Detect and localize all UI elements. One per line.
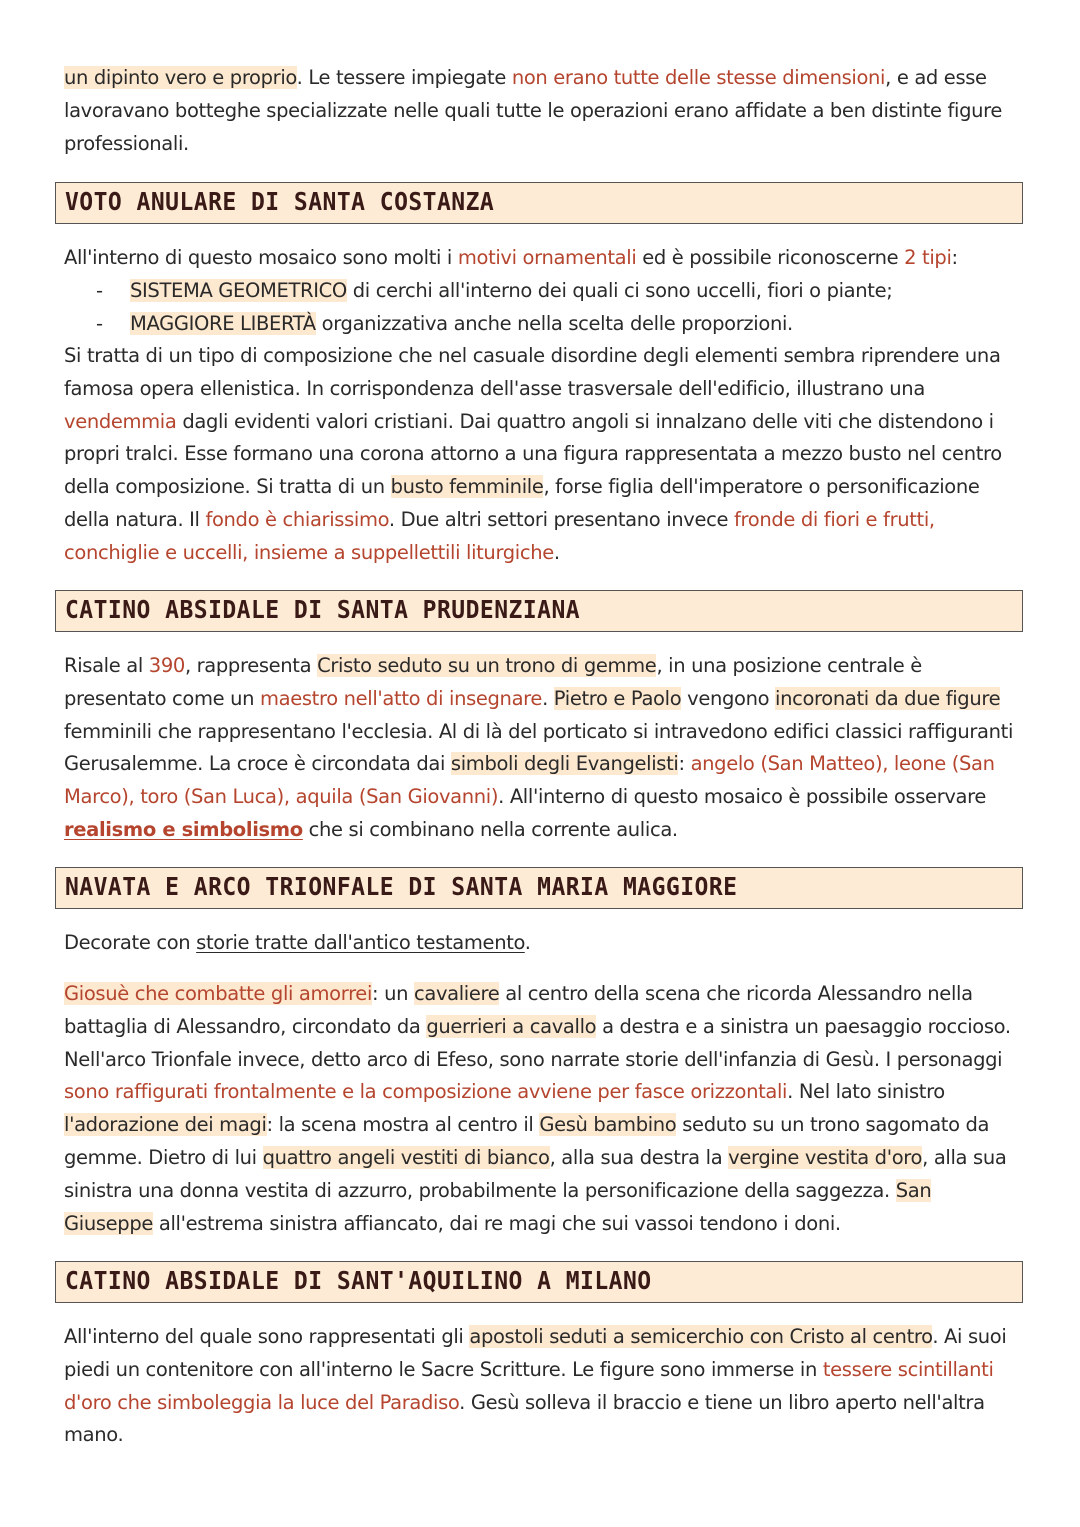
text: : la scena mostra al centro il (266, 1113, 540, 1137)
section-title: CATINO ABSIDALE DI SANTA PRUDENZIANA (65, 595, 581, 624)
emphasis: 2 tipi (904, 246, 952, 269)
highlight: un dipinto vero e proprio (64, 66, 297, 89)
text: , e ad esse lavoravano botteghe specializzate nelle quali tutte le operazioni erano affidate a ben distinte figure professionali. (64, 66, 1002, 155)
text: , forse figlia dell'imperatore o personificazione della natura. Il (64, 475, 980, 531)
costanza-bullet-list (96, 275, 996, 341)
highlight: cavaliere (413, 982, 500, 1005)
section-title: VOTO ANULARE DI SANTA COSTANZA (65, 187, 495, 216)
emphasis: non erano tutte delle stesse dimensioni (511, 66, 886, 89)
section-title: NAVATA E ARCO TRIONFALE DI SANTA MARIA MAGGIORE (65, 872, 738, 901)
section-header-maggiore (55, 867, 1023, 909)
text: di cerchi all'interno dei quali ci sono uccelli, fiori o piante; (346, 279, 893, 302)
emphasis: vendemmia (64, 409, 177, 433)
highlight: Gesù bambino (539, 1113, 677, 1137)
text: . (553, 540, 560, 564)
underlined-text: storie tratte dall'antico testamento (196, 931, 525, 954)
text: , in una posizione centrale è presentato come un (64, 654, 922, 710)
emphasis: motivi ornamentali (457, 246, 637, 269)
text: Risale al (64, 654, 149, 677)
text: All'interno del quale sono rappresentati gli (64, 1325, 470, 1348)
list-item (96, 275, 996, 308)
text: che si combinano nella corrente aulica. (302, 817, 678, 841)
prudenziana-body (64, 650, 1016, 847)
text: . Nel lato sinistro (787, 1080, 945, 1104)
text: femminili che rappresentano l'ecclesia. Al di là del porticato si intravedono edifici classici raffiguranti Gerusalemme. La croce è circondata dai (64, 719, 1014, 776)
highlight: simboli degli Evangelisti (450, 752, 679, 776)
maggiore-intro (64, 927, 1016, 960)
highlight: l'adorazione dei magi (64, 1113, 267, 1137)
text: organizzativa anche nella scelta delle proporzioni. (315, 311, 793, 335)
text: : un (372, 982, 414, 1005)
text: . (542, 686, 554, 710)
highlight: quattro angeli vestiti di bianco (262, 1145, 550, 1169)
emphasis: fronde di fiori e frutti, conchiglie e uccelli, insieme a suppellettili liturgiche (64, 507, 935, 564)
highlighted-emphasis: Giosuè che combatte gli amorrei (64, 982, 373, 1005)
text: al centro della scena che ricorda Alessandro nella battaglia di Alessandro, circondato da (64, 982, 973, 1038)
section-title: CATINO ABSIDALE DI SANT'AQUILINO A MILANO (65, 1266, 652, 1295)
text: . Le tessere impiegate (296, 66, 512, 89)
highlight: apostoli seduti a semicerchio con Cristo al centro (469, 1325, 933, 1348)
text: : (678, 752, 691, 776)
emphasis: 390 (148, 654, 185, 677)
text: dagli evidenti valori cristiani. Dai quattro angoli si innalzano delle viti che distendono i propri tralci. Esse formano una corona attorno a una figura rappresentata a mezzo busto nel centro della composizione. Si tratta di un (64, 409, 1002, 499)
aquilino-body (64, 1321, 1016, 1452)
underlined-emphasis: realismo e simbolismo (64, 817, 303, 841)
text: , alla sua destra la (549, 1145, 729, 1169)
list-item (96, 308, 996, 341)
highlight: San Giuseppe (64, 1178, 932, 1235)
highlight: MAGGIORE LIBERTÀ (130, 311, 316, 335)
emphasis: angelo (San Matteo), leone (San Marco), toro (San Luca), aquila (San Giovanni) (64, 752, 995, 809)
text: , alla sua sinistra una donna vestita di azzurro, probabilmente la personificazione della saggezza. (64, 1145, 1007, 1202)
costanza-body (64, 340, 1016, 570)
costanza-intro (64, 242, 1016, 275)
text: . (524, 931, 531, 954)
emphasis: tessere scintillanti d'oro che simboleggia la luce del Paradiso (64, 1357, 994, 1414)
section-header-prudenziana (55, 590, 1023, 632)
highlight: incoronati da due figure (775, 686, 1001, 710)
section-header-aquilino (55, 1261, 1023, 1303)
highlight: busto femminile (390, 475, 544, 499)
highlight: Cristo seduto su un trono di gemme (317, 654, 657, 677)
text: all'estrema sinistra affiancato, dai re magi che sui vassoi tendono i doni. (153, 1211, 841, 1235)
text: seduto su un trono sagomato da gemme. Dietro di lui (64, 1113, 990, 1169)
highlight: vergine vestita d'oro (728, 1145, 923, 1169)
highlight: SISTEMA GEOMETRICO (130, 279, 347, 302)
text: Decorate con (64, 931, 197, 954)
text: a destra e a sinistra un paesaggio roccioso. Nell'arco Trionfale invece, detto arco di Efeso, sono narrate storie dell'infanzia di Gesù. I personaggi (64, 1014, 1011, 1071)
section-header-costanza (55, 182, 1023, 224)
emphasis: fondo è chiarissimo (205, 507, 389, 531)
text: All'interno di questo mosaico sono molti i (64, 246, 458, 269)
text: . All'interno di questo mosaico è possibile osservare (498, 785, 987, 809)
text: . Due altri settori presentano invece (388, 507, 734, 531)
text: , rappresenta (184, 654, 318, 677)
emphasis: sono raffigurati frontalmente e la composizione avviene per fasce orizzontali (64, 1080, 788, 1104)
intro-paragraph (64, 62, 1016, 160)
text: . Gesù solleva il braccio e tiene un libro aperto nell'altra mano. (64, 1390, 985, 1447)
maggiore-body (64, 978, 1016, 1240)
highlight: Pietro e Paolo (553, 686, 682, 710)
emphasis: maestro nell'atto di insegnare (259, 686, 543, 710)
text: : (951, 246, 958, 269)
text: ed è possibile riconoscerne (636, 246, 905, 269)
text: . Ai suoi piedi un contenitore con all'interno le Sacre Scritture. Le figure sono immerse in (64, 1325, 1007, 1381)
text: Si tratta di un tipo di composizione che nel casuale disordine degli elementi sembra riprendere una famosa opera ellenistica. In corrispondenza dell'asse trasversale dell'edificio, illustrano una (64, 344, 1001, 400)
text: vengono (681, 686, 776, 710)
highlight: guerrieri a cavallo (426, 1014, 597, 1038)
